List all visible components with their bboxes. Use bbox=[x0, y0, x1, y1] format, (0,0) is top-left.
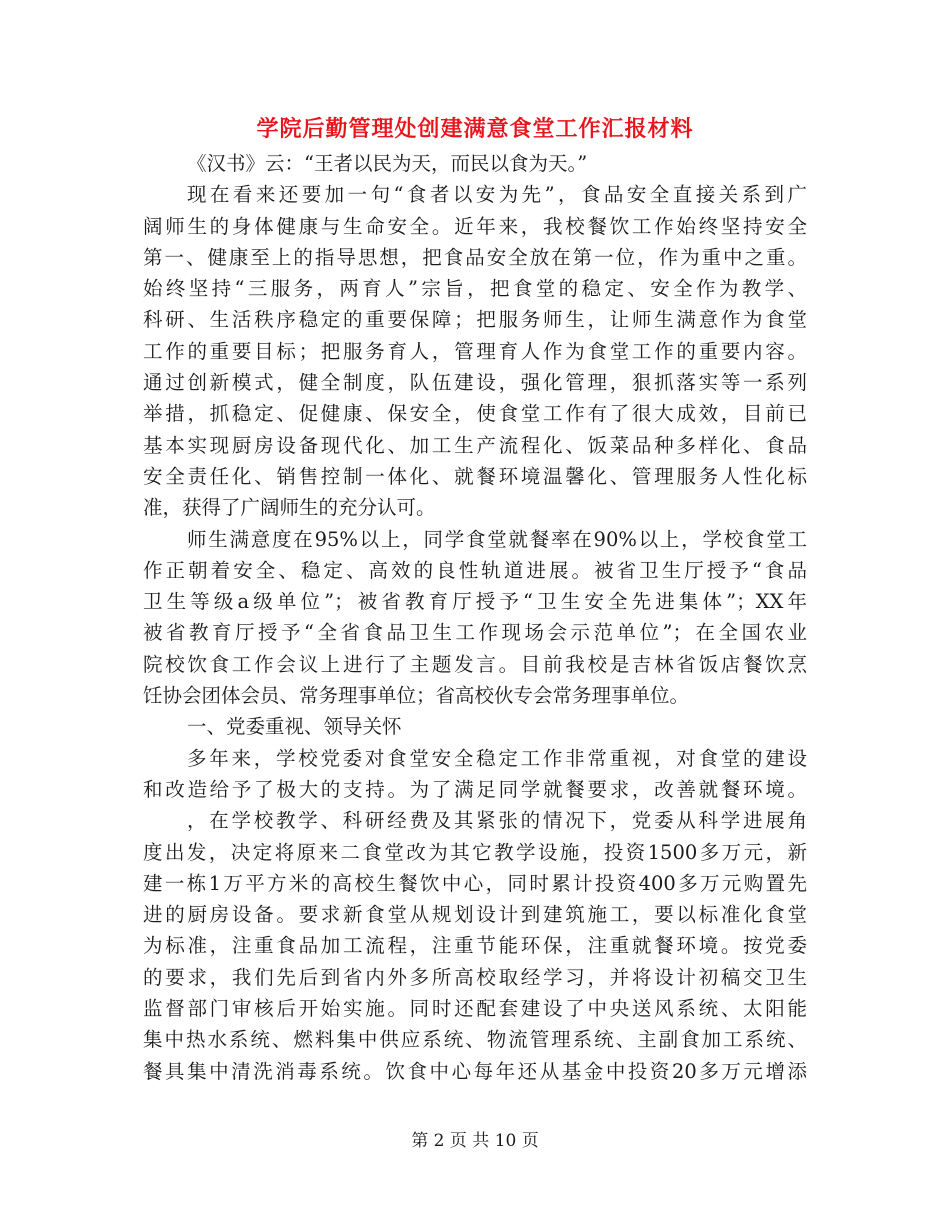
paragraph-line: 作正朝着安全、稳定、高效的良性轨道进展。被省卫生厅授予“食品 bbox=[143, 558, 807, 582]
paragraph-line: 师生满意度在95%以上，同学食堂就餐率在90%以上，学校食堂工 bbox=[187, 527, 807, 551]
paragraph-line: 建一栋1万平方米的高校生餐饮中心，同时累计投资400多万元购置先 bbox=[143, 871, 807, 895]
paragraph-line: 第一、健康至上的指导思想，把食品安全放在第一位，作为重中之重。 bbox=[143, 245, 807, 269]
paragraph-line: 被省教育厅授予“全省食品卫生工作现场会示范单位”；在全国农业 bbox=[143, 621, 807, 645]
paragraph-line: 阔师生的身体健康与生命安全。近年来，我校餐饮工作始终坚持安全 bbox=[143, 214, 807, 238]
paragraph-line: 准，获得了广阔师生的充分认可。 bbox=[143, 496, 436, 520]
paragraph-line: 通过创新模式，健全制度，队伍建设，强化管理，狠抓落实等一系列 bbox=[143, 371, 807, 395]
paragraph-line: 饪协会团体会员、常务理事单位；省高校伙专会常务理事单位。 bbox=[143, 684, 690, 708]
paragraph-line: 卫生等级a级单位”；被省教育厅授予“卫生安全先进集体”；XX年 bbox=[143, 590, 807, 614]
paragraph-line: 多年来，学校党委对食堂安全稳定工作非常重视，对食堂的建设 bbox=[187, 746, 807, 770]
paragraph-line: 安全责任化、销售控制一体化、就餐环境温馨化、管理服务人性化标 bbox=[143, 464, 807, 488]
paragraph-line: 为标准，注重食品加工流程，注重节能环保，注重就餐环境。按党委 bbox=[143, 934, 807, 958]
paragraph-line: 的要求，我们先后到省内外多所高校取经学习，并将设计初稿交卫生 bbox=[143, 965, 807, 989]
paragraph-line: 集中热水系统、燃料集中供应系统、物流管理系统、主副食加工系统、 bbox=[143, 1028, 807, 1052]
paragraph-line: 院校饮食工作会议上进行了主题发言。目前我校是吉林省饭店餐饮烹 bbox=[143, 652, 807, 676]
paragraph-line: 度出发，决定将原来二食堂改为其它教学设施，投资1500多万元，新 bbox=[143, 840, 807, 864]
document-title: 学院后勤管理处创建满意食堂工作汇报材料 bbox=[256, 116, 694, 142]
paragraph-line: 现在看来还要加一句“食者以安为先”，食品安全直接关系到广 bbox=[187, 183, 807, 207]
paragraph-line: 和改造给予了极大的支持。为了满足同学就餐要求，改善就餐环境。 bbox=[143, 777, 807, 801]
paragraph-line: 监督部门审核后开始实施。同时还配套建设了中央送风系统、太阳能 bbox=[143, 997, 807, 1021]
paragraph-line: 餐具集中清洗消毒系统。饮食中心每年还从基金中投资20多万元增添 bbox=[143, 1059, 807, 1083]
paragraph-line: ，在学校教学、科研经费及其紧张的情况下，党委从科学进展角 bbox=[187, 809, 807, 833]
paragraph-line: 进的厨房设备。要求新食堂从规划设计到建筑施工，要以标准化食堂 bbox=[143, 903, 807, 927]
section-heading: 一、党委重视、领导关怀 bbox=[187, 715, 402, 739]
paragraph-line: 举措，抓稳定、促健康、保安全，使食堂工作有了很大成效，目前已 bbox=[143, 402, 807, 426]
document-body bbox=[143, 148, 807, 1087]
paragraph-line: 始终坚持“三服务，两育人”宗旨，把食堂的稳定、安全作为教学、 bbox=[143, 277, 807, 301]
paragraph-line: 科研、生活秩序稳定的重要保障；把服务师生，让师生满意作为食堂 bbox=[143, 308, 807, 332]
paragraph-line: 基本实现厨房设备现代化、加工生产流程化、饭菜品种多样化、食品 bbox=[143, 433, 807, 457]
page-number-footer: 第 2 页 共 10 页 bbox=[411, 1131, 539, 1151]
paragraph-line: 工作的重要目标；把服务育人，管理育人作为食堂工作的重要内容。 bbox=[143, 339, 807, 363]
paragraph-line: 《汉书》云：“王者以民为天，而民以食为天。” bbox=[187, 152, 588, 175]
